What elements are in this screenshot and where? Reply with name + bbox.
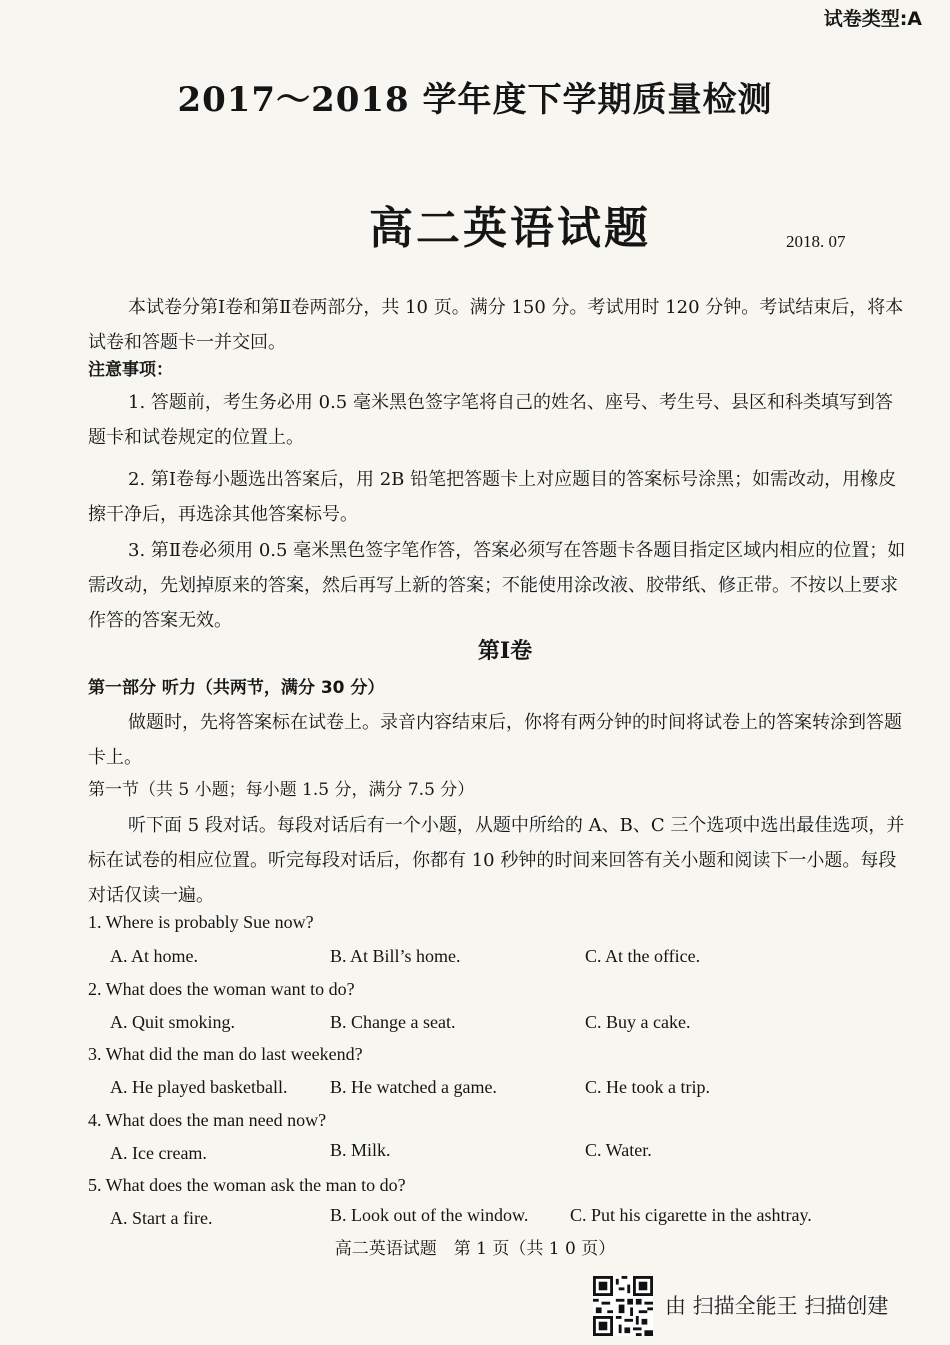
option-c: C. At the office. bbox=[585, 946, 701, 966]
intro-paragraph: 本试卷分第Ⅰ卷和第Ⅱ卷两部分，共 10 页。满分 150 分。考试用时 120 分钟。考试结束后，将本试卷和答题卡一并交回。 bbox=[88, 297, 904, 353]
option-a: A. At home. bbox=[110, 946, 198, 966]
part-heading: 第一部分 听力（共两节，满分 30 分） bbox=[88, 678, 385, 698]
question-stem: 2. What does the woman want to do? bbox=[88, 979, 355, 999]
scanner-watermark: 由 扫描全能王 扫描创建 bbox=[665, 1294, 889, 1318]
note-item-3: 3. 第Ⅱ卷必须用 0.5 毫米黑色签字笔作答，答案必须写在答题卡各题目指定区域内相应的位置；如需改动，先划掉原来的答案，然后再写上新的答案；不能使用涂改液、胶带纸、修正带。不按以上要求作答的答案无效。 bbox=[88, 540, 906, 631]
option-a: A. He played basketball. bbox=[110, 1077, 288, 1097]
exam-title: 2017～2018 学年度下学期质量检测 bbox=[177, 80, 773, 120]
note-item-1: 1. 答题前，考生务必用 0.5 毫米黑色签字笔将自己的姓名、座号、考生号、县区和科类填写到答题卡和试卷规定的位置上。 bbox=[88, 392, 893, 448]
option-b: B. Milk. bbox=[330, 1140, 391, 1160]
option-c: C. Buy a cake. bbox=[585, 1012, 691, 1032]
section-heading: 第一节（共 5 小题；每小题 1.5 分，满分 7.5 分） bbox=[88, 780, 475, 800]
option-c: C. Put his cigarette in the ashtray. bbox=[570, 1205, 812, 1225]
exam-date: 2018. 07 bbox=[786, 232, 846, 251]
notes-heading: 注意事项： bbox=[88, 360, 173, 380]
note-item-2: 2. 第Ⅰ卷每小题选出答案后，用 2B 铅笔把答题卡上对应题目的答案标号涂黑；如需改动，用橡皮擦干净后，再选涂其他答案标号。 bbox=[88, 469, 897, 525]
question-stem: 4. What does the man need now? bbox=[88, 1110, 327, 1130]
part-instruction: 做题时，先将答案标在试卷上。录音内容结束后，你将有两分钟的时间将试卷上的答案转涂到答题卡上。 bbox=[88, 712, 902, 768]
page-footer: 高二英语试题 第 1 页（共 1 0 页） bbox=[334, 1239, 616, 1259]
option-a: A. Start a fire. bbox=[110, 1208, 213, 1228]
option-a: A. Ice cream. bbox=[110, 1143, 207, 1163]
option-c: C. He took a trip. bbox=[585, 1077, 710, 1097]
option-b: B. Change a seat. bbox=[330, 1012, 456, 1032]
volume-title: 第Ⅰ卷 bbox=[477, 638, 533, 664]
section-instruction: 听下面 5 段对话。每段对话后有一个小题，从题中所给的 A、B、C 三个选项中选出最佳选项，并标在试卷的相应位置。听完每段对话后，你都有 10 秒钟的时间来回答有关小题和阅读下一小题。每段对话仅读一遍。 bbox=[88, 815, 905, 906]
paper-type-label: 试卷类型:A bbox=[823, 8, 922, 30]
subject-title: 高二英语试题 bbox=[369, 203, 651, 254]
option-b: B. He watched a game. bbox=[330, 1077, 497, 1097]
question-stem: 5. What does the woman ask the man to do? bbox=[88, 1175, 406, 1195]
option-b: B. Look out of the window. bbox=[330, 1205, 529, 1225]
option-a: A. Quit smoking. bbox=[110, 1012, 236, 1032]
option-c: C. Water. bbox=[585, 1140, 652, 1160]
question-stem: 3. What did the man do last weekend? bbox=[88, 1044, 363, 1064]
question-stem: 1. Where is probably Sue now? bbox=[88, 912, 314, 932]
option-b: B. At Bill’s home. bbox=[330, 946, 461, 966]
qr-code-icon bbox=[593, 1276, 653, 1336]
